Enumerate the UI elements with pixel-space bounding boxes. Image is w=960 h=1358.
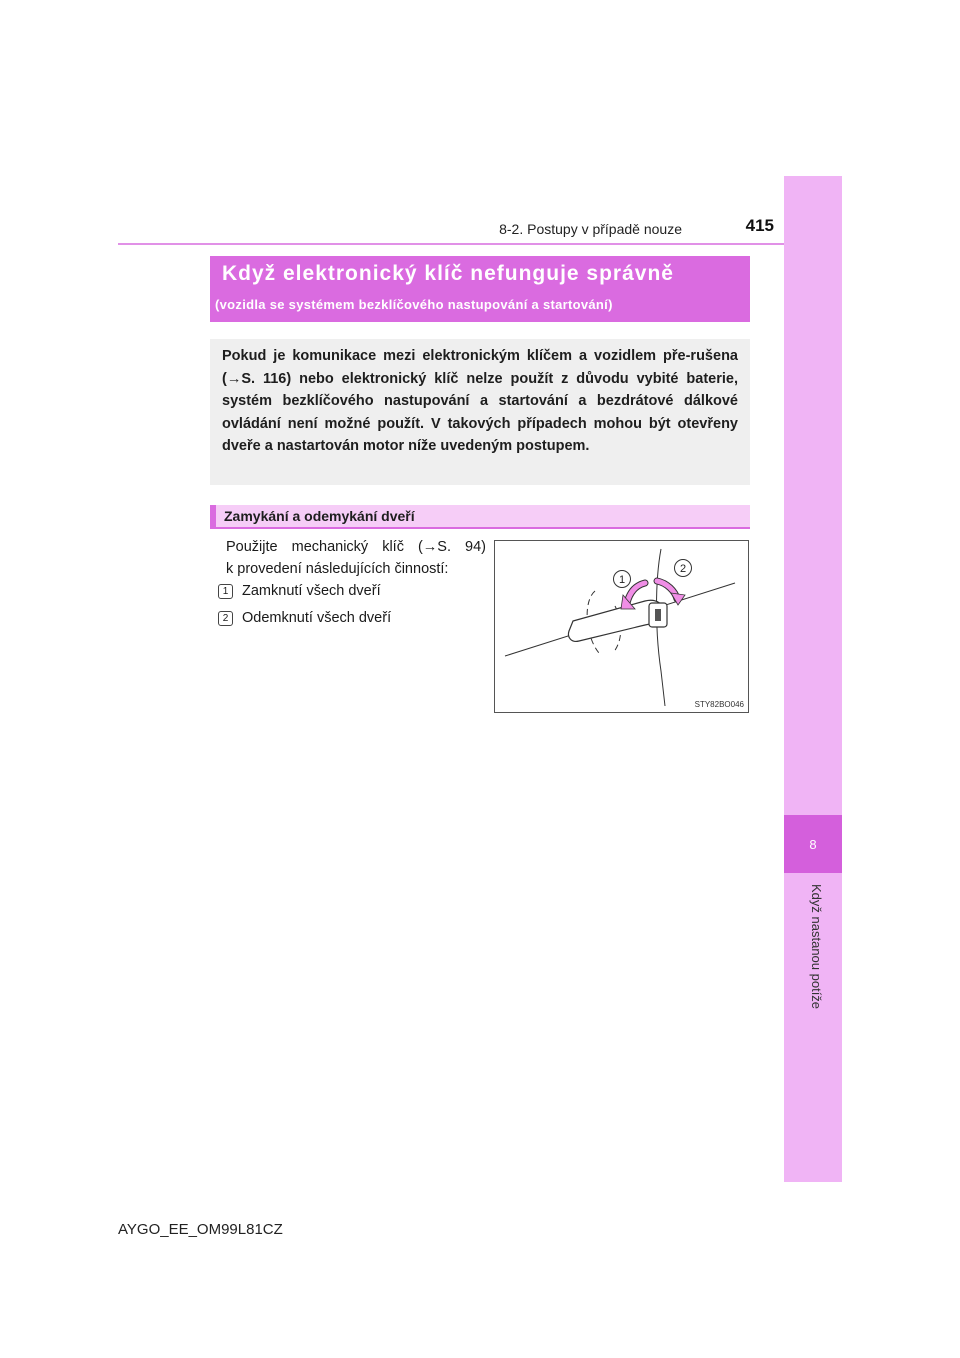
step-text: Zamknutí všech dveří (242, 583, 381, 599)
intro-text: Pokud je komunikace mezi elektronickým klíčem a vozidlem pře-rušena (→S. 116) nebo elektronický klíč nelze použít z důvodu vybité baterie, systém bezklíčového nastupování a startování a bezdrátové dálkové ovládání není možné použít. V takových případech mohou být otevřeny dveře a nastartován motor níže uvedeným postupem. (222, 348, 738, 455)
step-item-1 (218, 583, 381, 599)
step-text: Odemknutí všech dveří (242, 610, 392, 626)
chapter-title: Když nastanou potíže (809, 884, 824, 1010)
chapter-number: 8 (784, 815, 842, 873)
page-number: 415 (745, 216, 774, 235)
body-line-1: Použijte mechanický klíč (→S. 94) (226, 539, 486, 555)
step-number-badge: 1 (218, 584, 233, 599)
door-handle-drawing (495, 541, 748, 712)
intro-box (210, 339, 750, 485)
body-line-2: k provedení následujících činností: (226, 561, 449, 577)
step-number-badge: 2 (218, 611, 233, 626)
section-heading-text: Zamykání a odemykání dveří (224, 508, 415, 524)
door-lock-illustration (494, 540, 749, 713)
section-body (226, 536, 486, 580)
header-section-title: 8-2. Postupy v případě nouze (499, 221, 682, 237)
page-title: Když elektronický klíč nefunguje správně (222, 262, 674, 285)
callout-2: 2 (679, 563, 687, 575)
page-subtitle: (vozidla se systémem bezklíčového nastupování a startování) (215, 297, 613, 312)
callout-1: 1 (618, 574, 626, 586)
figure-code: STY82BO046 (694, 700, 744, 709)
document-code: AYGO_EE_OM99L81CZ (118, 1221, 283, 1238)
step-item-2 (218, 610, 391, 626)
header-divider (118, 243, 784, 245)
section-heading (210, 505, 750, 529)
title-banner (210, 256, 750, 322)
